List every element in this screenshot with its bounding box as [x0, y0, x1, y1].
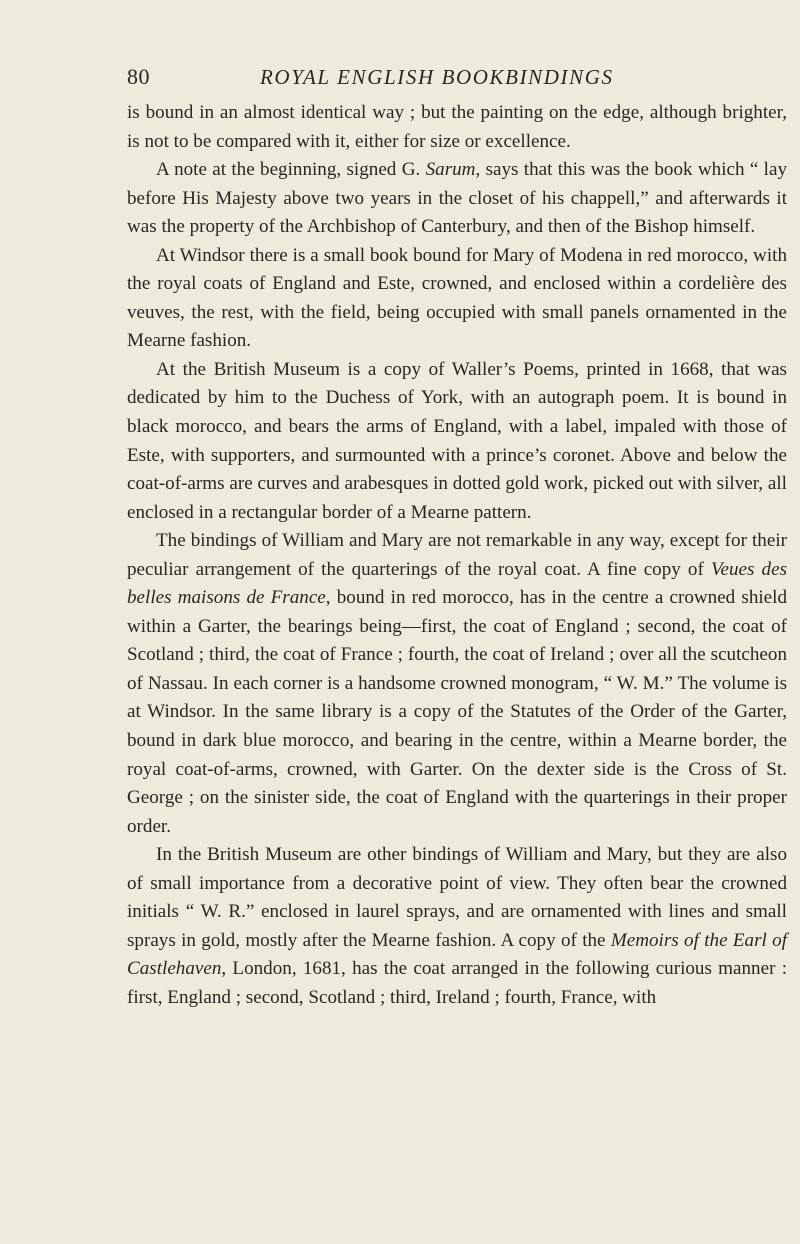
running-title: ROYAL ENGLISH BOOKBINDINGS — [260, 65, 614, 89]
text-run: , London, 1681, has the coat arranged in the following curious manner : first, England ; second, Scotland ; third, Ireland ; fourth, France, with — [127, 958, 787, 1008]
page-number: 80 — [127, 64, 150, 89]
text-run: , bound in red morocco, has in the centre a crowned shield within a Garter, the bearings being—first, the coat of England ; second, the coat of Scotland ; third, the coat of France ; fourth, the coat of Ireland ; over all the scutcheon of Nassau. In each corner is a handsome crowned monogram, “ W. M.” The volume is at Windsor. In the same library is a copy of the Statutes of the Order of the Garter, bound in dark blue morocco, and bearing in the centre, within a Mearne border, the royal coat-of-arms, crowned, with Garter. On the dexter side is the Cross of St. George ; on the sinister side, the coat of England with the quarterings in their proper order. — [127, 587, 787, 837]
text-run: is bound in an almost identical way ; but the painting on the edge, although brighter, is not to be compared with it, either for size or excellence. — [127, 102, 787, 152]
paragraph — [127, 242, 787, 356]
paragraph — [127, 99, 787, 156]
running-head — [127, 63, 787, 91]
text-run: A note at the beginning, signed — [156, 159, 402, 181]
paragraph — [127, 841, 787, 1012]
text-run: , says that this was the book which “ lay before His Majesty above two years in the closet of his chappell,” and afterwards it was the property of the Archbishop of Canterbury, and then of the Bishop himself. — [127, 159, 787, 238]
text-run: At Windsor there is a small book bound for Mary of Modena in red morocco, with the royal coats of England and Este, crowned, and enclosed within a cordelière des veuves, the rest, with the field, being occupied with small panels ornamented in the Mearne fashion. — [127, 244, 787, 352]
text-run: At the British Museum is a copy of Waller’s Poems, printed in 1668, that was dedicated by him to the Duchess of York, with an autograph poem. It is bound in black morocco, and bears the arms of England, with a label, impaled with those of Este, with supporters, and surmounted with a prince’s coronet. Above and below the coat-of-arms are curves and arabesques in dotted gold work, picked out with silver, all enclosed in a rectangular border of a Mearne pattern. — [127, 358, 787, 523]
paragraph — [127, 156, 787, 242]
paragraph — [127, 527, 787, 841]
body-text — [127, 99, 787, 1013]
paragraph — [127, 356, 787, 527]
book-title: Veues des belles maisons de France — [127, 558, 787, 609]
signature-name: G. Sarum — [401, 159, 476, 181]
text-run: In the British Museum are other bindings of William and Mary, but they are also of small importance from a decorative point of view. They often bear the crowned initials “ W. R.” enclosed in laurel sprays, and are ornamented with lines and small sprays in gold, mostly after the Mearne fashion. A copy of the — [127, 844, 787, 951]
text-run: The bindings of William and Mary are not remarkable in any way, except for their peculiar arrangement of the quarterings of the royal coat. A fine copy of — [127, 530, 787, 580]
book-title: Memoirs of the Earl of Castlehaven — [127, 929, 787, 980]
